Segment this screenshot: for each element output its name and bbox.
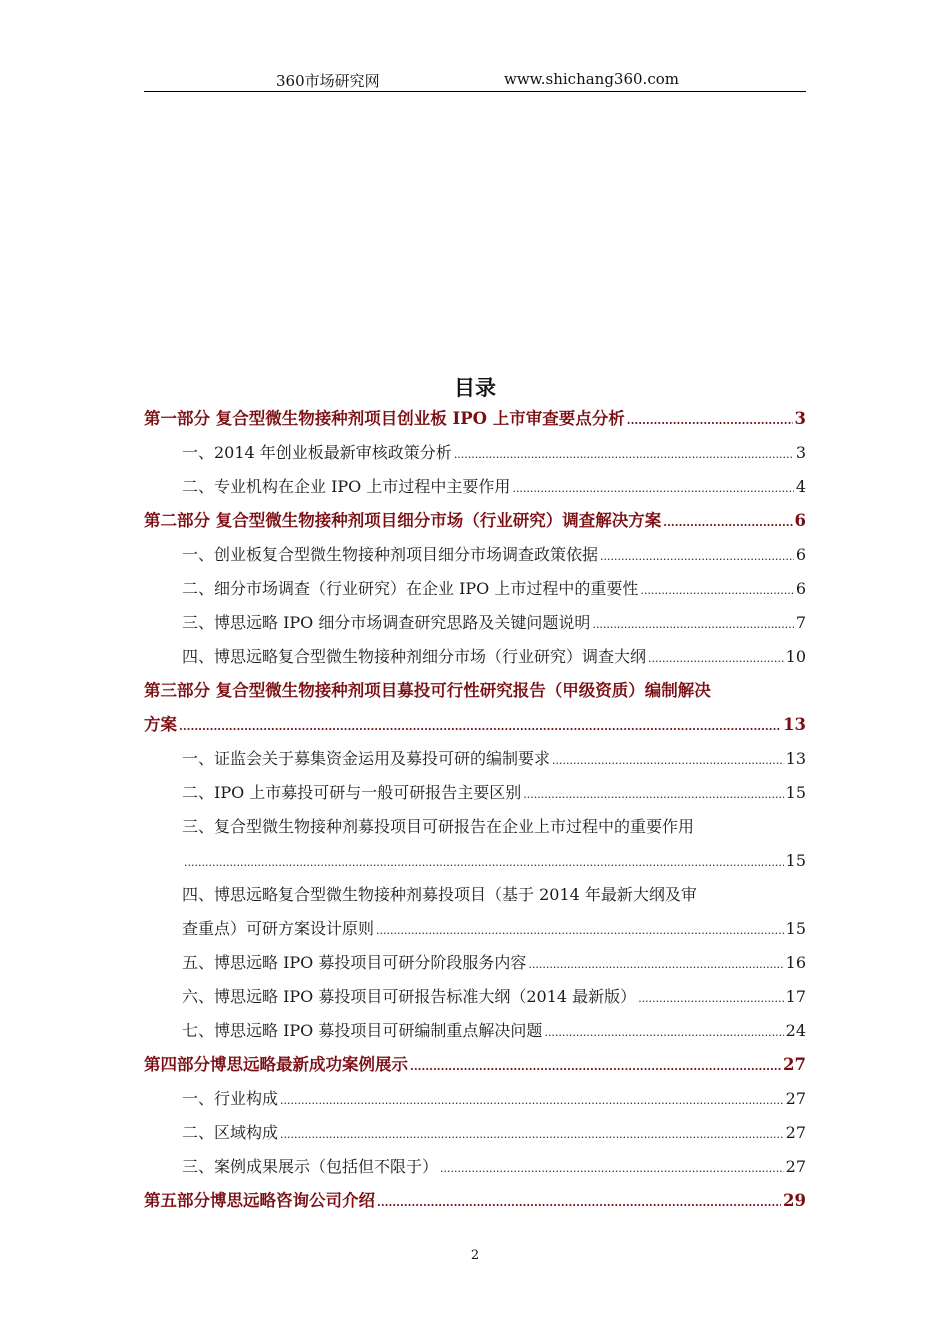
header-divider — [144, 91, 806, 92]
toc-dot-leader — [184, 844, 784, 880]
toc-entry-label: 三、博思远略 IPO 细分市场调查研究思路及关键问题说明 — [182, 613, 591, 632]
toc-section-entry[interactable] — [144, 402, 806, 436]
toc-subsection-entry[interactable] — [144, 742, 806, 776]
toc-title: 目录 — [454, 375, 496, 400]
toc-subsection-entry[interactable] — [144, 1150, 806, 1184]
toc-entry-label-line1: 第三部分 复合型微生物接种剂项目募投可行性研究报告（甲级资质）编制解决 — [144, 681, 711, 700]
toc-dot-leader — [179, 708, 781, 744]
toc-dot-leader — [512, 470, 793, 506]
toc-subsection-entry[interactable] — [144, 470, 806, 504]
toc-subsection-entry[interactable] — [144, 572, 806, 606]
toc-dot-leader — [544, 1014, 783, 1050]
toc-section-entry[interactable] — [144, 708, 806, 742]
toc-page-number: 24 — [785, 1021, 806, 1040]
toc-entry-label: 二、专业机构在企业 IPO 上市过程中主要作用 — [182, 477, 511, 496]
toc-dot-leader — [280, 1116, 784, 1152]
toc-entry-label-line1: 四、博思远略复合型微生物接种剂募投项目（基于 2014 年最新大纲及审 — [182, 885, 697, 904]
toc-entry-label: 六、博思远略 IPO 募投项目可研报告标准大纲（2014 最新版） — [182, 987, 637, 1006]
toc-page-number: 6 — [794, 511, 806, 530]
toc-subsection-entry[interactable] — [144, 912, 806, 946]
toc-subsection-entry[interactable] — [144, 436, 806, 470]
toc-page-number: 27 — [785, 1123, 806, 1142]
toc-entry-label: 第一部分 复合型微生物接种剂项目创业板 IPO 上市审查要点分析 — [144, 409, 625, 428]
toc-page-number: 29 — [783, 1191, 806, 1210]
toc-dot-leader — [627, 402, 793, 438]
toc-entry-label: 二、区域构成 — [182, 1123, 279, 1142]
toc-page-number: 27 — [785, 1089, 806, 1108]
toc-subsection-entry[interactable] — [144, 606, 806, 640]
toc-page-number: 15 — [785, 783, 806, 802]
toc-entry-label: 一、创业板复合型微生物接种剂项目细分市场调查政策依据 — [182, 545, 599, 564]
toc-entry-label: 七、博思远略 IPO 募投项目可研编制重点解决问题 — [182, 1021, 543, 1040]
toc-page-number: 3 — [795, 443, 806, 462]
toc-subsection-entry[interactable] — [144, 776, 806, 810]
toc-page-number: 7 — [795, 613, 806, 632]
toc-dot-leader — [638, 980, 783, 1016]
page-number: 2 — [470, 1248, 480, 1263]
toc-dot-leader — [280, 1082, 784, 1118]
toc-subsection-entry[interactable] — [144, 1116, 806, 1150]
toc-page-number: 17 — [785, 987, 806, 1006]
toc-entry-label: 二、IPO 上市募投可研与一般可研报告主要区别 — [182, 783, 522, 802]
toc-page-number: 27 — [785, 1157, 806, 1176]
toc-entry-label: 第五部分博思远略咨询公司介绍 — [144, 1191, 375, 1210]
toc-dot-leader — [377, 1184, 781, 1220]
toc-dot-leader — [376, 912, 784, 948]
header-site-name: 360市场研究网 — [276, 72, 380, 90]
toc-section-entry[interactable] — [144, 1048, 806, 1082]
toc-dot-leader — [528, 946, 783, 982]
toc-dot-leader — [648, 640, 784, 676]
toc-subsection-entry[interactable] — [144, 1014, 806, 1048]
toc-dot-leader — [600, 538, 794, 574]
toc-entry-label: 方案 — [144, 715, 177, 734]
toc-dot-leader — [592, 606, 793, 642]
toc-page-number: 15 — [785, 851, 806, 870]
header-url[interactable]: www.shichang360.com — [504, 70, 679, 88]
toc-dot-leader — [410, 1048, 781, 1084]
toc-page-number: 13 — [785, 749, 806, 768]
toc-page-number: 6 — [795, 579, 806, 598]
toc-dot-leader — [454, 436, 794, 472]
toc-entry-label: 三、案例成果展示（包括但不限于） — [182, 1157, 439, 1176]
toc-section-entry[interactable] — [144, 1184, 806, 1218]
toc-page-number: 15 — [785, 919, 806, 938]
toc-subsection-entry[interactable] — [144, 946, 806, 980]
toc-entry-label: 查重点）可研方案设计原则 — [182, 919, 375, 938]
toc-subsection-entry[interactable] — [144, 538, 806, 572]
toc-section-entry[interactable] — [144, 504, 806, 538]
toc-dot-leader — [552, 742, 784, 778]
toc-page-number: 16 — [785, 953, 806, 972]
toc-page-number: 13 — [783, 715, 806, 734]
toc-entry-label: 二、细分市场调查（行业研究）在企业 IPO 上市过程中的重要性 — [182, 579, 639, 598]
table-of-contents — [144, 402, 806, 1218]
page-header — [144, 70, 806, 92]
toc-subsection-entry[interactable] — [144, 640, 806, 674]
toc-page-number: 3 — [794, 409, 806, 428]
toc-entry-label-line1: 三、复合型微生物接种剂募投项目可研报告在企业上市过程中的重要作用 — [182, 817, 695, 836]
toc-dot-leader — [440, 1150, 784, 1186]
toc-dot-leader — [523, 776, 783, 812]
toc-subsection-entry[interactable] — [144, 980, 806, 1014]
toc-entry-line[interactable] — [144, 810, 806, 844]
toc-dot-leader — [663, 504, 792, 540]
toc-entry-label: 第二部分 复合型微生物接种剂项目细分市场（行业研究）调查解决方案 — [144, 511, 662, 530]
toc-page-number: 4 — [795, 477, 806, 496]
toc-entry-label: 一、行业构成 — [182, 1089, 279, 1108]
toc-subsection-entry[interactable] — [144, 844, 806, 878]
toc-entry-label: 四、博思远略复合型微生物接种剂细分市场（行业研究）调查大纲 — [182, 647, 647, 666]
toc-entry-label: 一、2014 年创业板最新审核政策分析 — [182, 443, 452, 462]
toc-entry-line[interactable] — [144, 878, 806, 912]
toc-entry-label: 五、博思远略 IPO 募投项目可研分阶段服务内容 — [182, 953, 527, 972]
toc-entry-label: 一、证监会关于募集资金运用及募投可研的编制要求 — [182, 749, 551, 768]
toc-subsection-entry[interactable] — [144, 1082, 806, 1116]
toc-page-number: 6 — [795, 545, 806, 564]
toc-dot-leader — [640, 572, 793, 608]
toc-entry-line[interactable] — [144, 674, 806, 708]
toc-page-number: 10 — [785, 647, 806, 666]
toc-entry-label: 第四部分博思远略最新成功案例展示 — [144, 1055, 408, 1074]
toc-page-number: 27 — [783, 1055, 806, 1074]
